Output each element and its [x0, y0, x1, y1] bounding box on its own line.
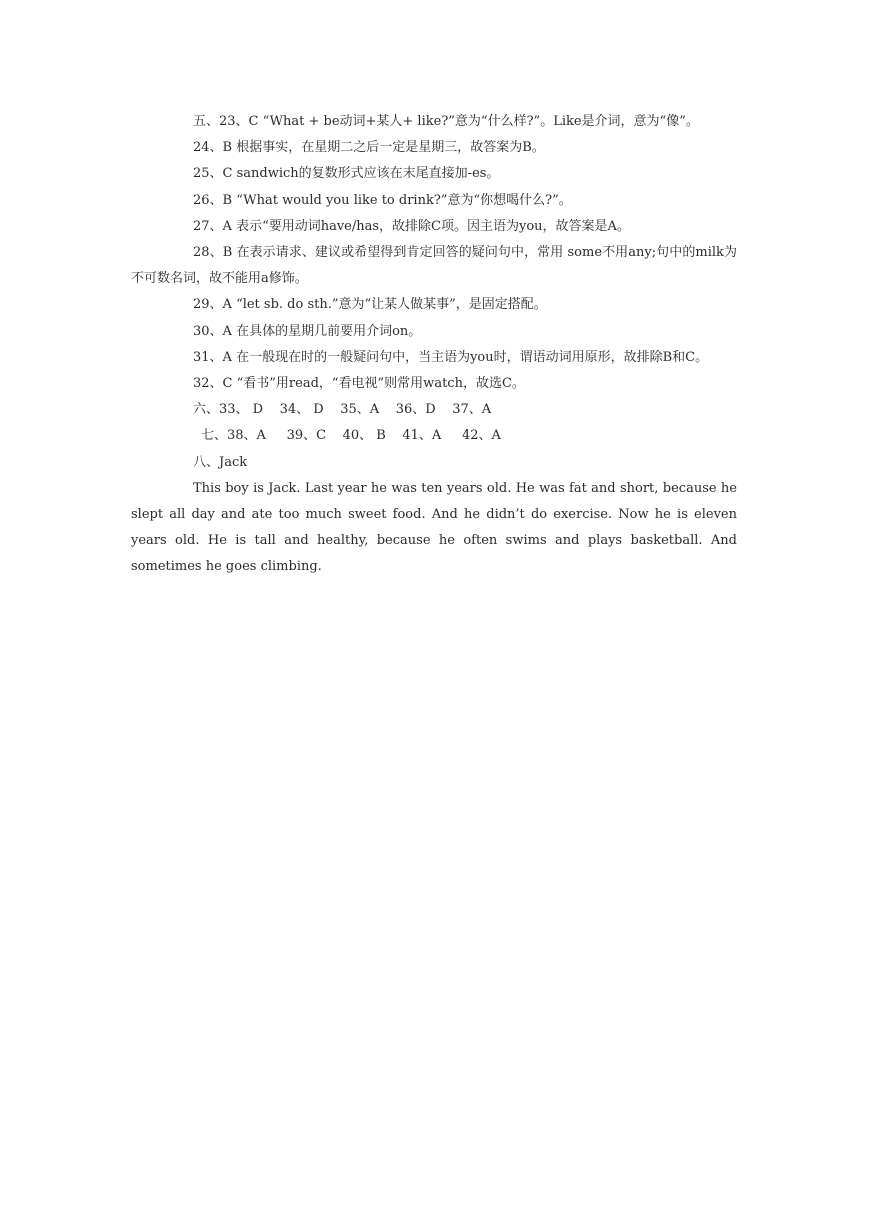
answer-q28: 28、B 在表示请求、建议或希望得到肯定回答的疑问句中，常用 some不用any;句中的milk为不可数名词，故不能用a修饰。 [131, 245, 737, 287]
answer-q31: 31、A 在一般现在时的一般疑问句中，当主语为you时，谓语动词用原形，故排除B和C。 [193, 349, 709, 365]
answer-q26: 26、B “What would you like to drink?”意为“你想喝什么?”。 [193, 192, 572, 208]
answer-q27: 27、A 表示“要用动词have/has，故排除C项。因主语为you，故答案是A。 [193, 218, 630, 234]
answer-q32: 32、C “看书”用read，“看电视”则常用watch，故选C。 [193, 376, 525, 392]
writing-sample-paragraph: This boy is Jack. Last year he was ten years old. He was fat and short, because he slept all day and ate too much sweet food. And he didn’t do exercise. Now he is eleven years old. He is tall and healthy, because he often swims and plays basketball. And sometimes he goes climbing. [131, 480, 742, 575]
answer-q25: 25、C sandwich的复数形式应该在末尾直接加-es。 [193, 166, 500, 182]
answer-section-six: 六、33、 D 34、 D 35、A 36、D 37、A [193, 402, 492, 418]
answer-q29: 29、A “let sb. do sth.”意为“让某人做某事”，是固定搭配。 [193, 297, 547, 313]
answer-q30: 30、A 在具体的星期几前要用介词on。 [193, 323, 422, 339]
answer-section-seven: 七、38、A 39、C 40、 B 41、A 42、A [201, 428, 501, 444]
answer-section-eight-title: 八、Jack [193, 454, 248, 470]
answer-q24: 24、B 根据事实，在星期二之后一定是星期三，故答案为B。 [193, 140, 545, 156]
answer-section-five-q23: 五、23、C “What + be动词+某人+ like?”意为“什么样?”。Like是介词，意为“像”。 [193, 114, 699, 129]
answer-key-content [131, 109, 742, 581]
